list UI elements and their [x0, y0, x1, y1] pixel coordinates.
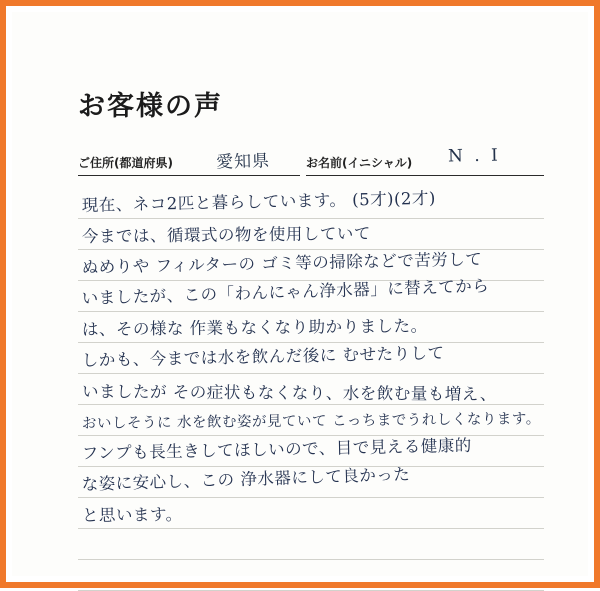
- form-row: [78, 145, 544, 176]
- body-line: [78, 436, 544, 467]
- address-underline: [78, 175, 300, 176]
- handwritten-body: [78, 188, 544, 591]
- body-line-text: フンプも長生きしてほしいので、目で見える健康的: [81, 435, 472, 464]
- body-line-text: いましたが、この「わんにゃん浄水器」に替えてから: [81, 276, 490, 309]
- page-title: お客様の声: [78, 91, 223, 122]
- name-underline: [306, 175, 544, 176]
- body-line: [78, 312, 544, 343]
- body-line: [78, 498, 544, 529]
- body-line-text: 現在、ネコ2匹と暮らしています。 (5才)(2才): [81, 188, 437, 216]
- body-line: [78, 464, 544, 498]
- address-label: ご住所(都道府県): [78, 156, 173, 170]
- body-line-text: ぬめりや フィルターの ゴミ等の掃除などで苦労して: [81, 249, 483, 278]
- body-line-text: と思います。: [81, 504, 183, 526]
- body-line: [78, 560, 544, 591]
- body-line: [78, 529, 544, 560]
- address-value: 愛知県: [215, 151, 271, 173]
- body-line: [78, 343, 544, 374]
- body-line-text: おいしそうに 水を飲む姿が見ていて こっちまでうれしくなります。: [81, 411, 541, 433]
- body-line: [78, 374, 544, 405]
- body-line: [78, 276, 544, 312]
- name-value: N . I: [447, 145, 501, 167]
- paper-sheet: [12, 12, 588, 576]
- body-line-text: は、その様な 作業もなくなり助かりました。: [81, 316, 428, 340]
- body-line: [78, 405, 544, 436]
- body-line-text: 今までは、循環式の物を使用していて: [81, 223, 371, 247]
- name-label: お名前(イニシャル): [306, 156, 413, 170]
- body-line-text: いましたが その症状もなくなり、水を飲む量も増え、: [82, 382, 497, 404]
- body-line-text: な姿に安心し、この 浄水器にして良かった: [81, 464, 411, 495]
- body-line-text: しかも、今までは水を飲んだ後に むせたりして: [81, 343, 445, 371]
- body-line: [78, 188, 544, 219]
